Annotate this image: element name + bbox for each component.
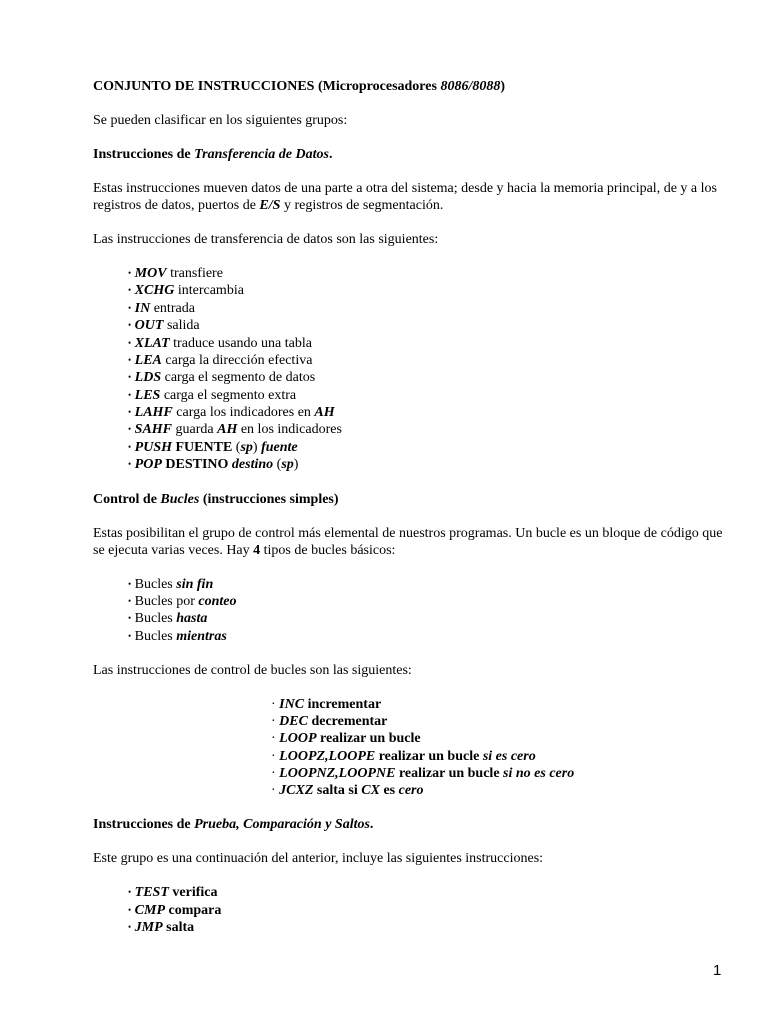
section-heading-bucles: Control de Bucles (instrucciones simples) — [93, 491, 339, 507]
list-item: • TEST verifica — [128, 885, 218, 901]
transferencia-paragraph: Estas instrucciones mueven datos de una parte a otra del sistema; desde y hacia la memoria principal, de y a los registros de datos, puertos de E/S y registros de segmentación. — [93, 181, 717, 213]
list-item: • MOV transfiere — [128, 266, 223, 281]
list-item: · INC incrementar — [271, 697, 382, 712]
document-title: CONJUNTO DE INSTRUCCIONES (Microprocesadores 8086/8088) — [93, 79, 505, 94]
list-item: • Bucles por conteo — [128, 593, 237, 609]
list-item: • Bucles hasta — [128, 611, 208, 627]
list-item: · LOOPNZ,LOOPNE realizar un bucle si no es cero — [271, 765, 575, 781]
list-item: · LOOP realizar un bucle — [271, 731, 421, 747]
transferencia-list — [128, 265, 723, 474]
bucles-instructions-list — [271, 696, 723, 799]
section-heading-transferencia: Instrucciones de Transferencia de Datos. — [93, 147, 333, 162]
list-item: • Bucles mientras — [128, 628, 227, 644]
list-item-pop: • POP DESTINO destino (sp) — [128, 457, 299, 473]
prueba-paragraph: Este grupo es una continuación del anterior, incluye las siguientes instrucciones: — [93, 851, 544, 867]
list-item: • LDS carga el segmento de datos — [128, 370, 316, 386]
list-item: · DEC decrementar — [271, 714, 388, 730]
bucles-types-list — [128, 576, 723, 646]
list-item: • CMP compara — [128, 902, 222, 918]
list-item: • JMP salta — [128, 919, 195, 935]
document-body — [93, 78, 723, 936]
list-item: • SAHF guarda AH en los indicadores — [128, 422, 342, 438]
list-item: • LES carga el segmento extra — [128, 387, 297, 403]
intro-text: Se pueden clasificar en los siguientes grupos: — [93, 113, 348, 128]
list-item: · LOOPZ,LOOPE realizar un bucle si es cero — [271, 748, 536, 764]
list-item: • Bucles sin fin — [128, 576, 214, 592]
list-item: • OUT salida — [128, 318, 200, 334]
prueba-list — [128, 884, 723, 936]
list-item-jcxz: · JCXZ salta si CX es cero — [271, 783, 424, 799]
list-item: • XLAT traduce usando una tabla — [128, 335, 312, 351]
page-number: 1 — [713, 962, 722, 979]
bucles-list-intro: Las instrucciones de control de bucles son las siguientes: — [93, 663, 412, 678]
list-item: • XCHG intercambia — [128, 283, 244, 299]
list-item: • LAHF carga los indicadores en AH — [128, 405, 335, 420]
bucles-paragraph: Estas posibilitan el grupo de control más elemental de nuestros programas. Un bucle es un bloque de código que se ejecuta varias veces. Hay 4 tipos de bucles básicos: — [93, 525, 723, 558]
list-item: • LEA carga la dirección efectiva — [128, 352, 313, 368]
list-item: • IN entrada — [128, 300, 195, 316]
transferencia-list-intro: Las instrucciones de transferencia de datos son las siguientes: — [93, 232, 439, 247]
list-item-push: • PUSH FUENTE (sp) fuente — [128, 439, 298, 455]
section-heading-prueba: Instrucciones de Prueba, Comparación y Saltos. — [93, 817, 374, 833]
